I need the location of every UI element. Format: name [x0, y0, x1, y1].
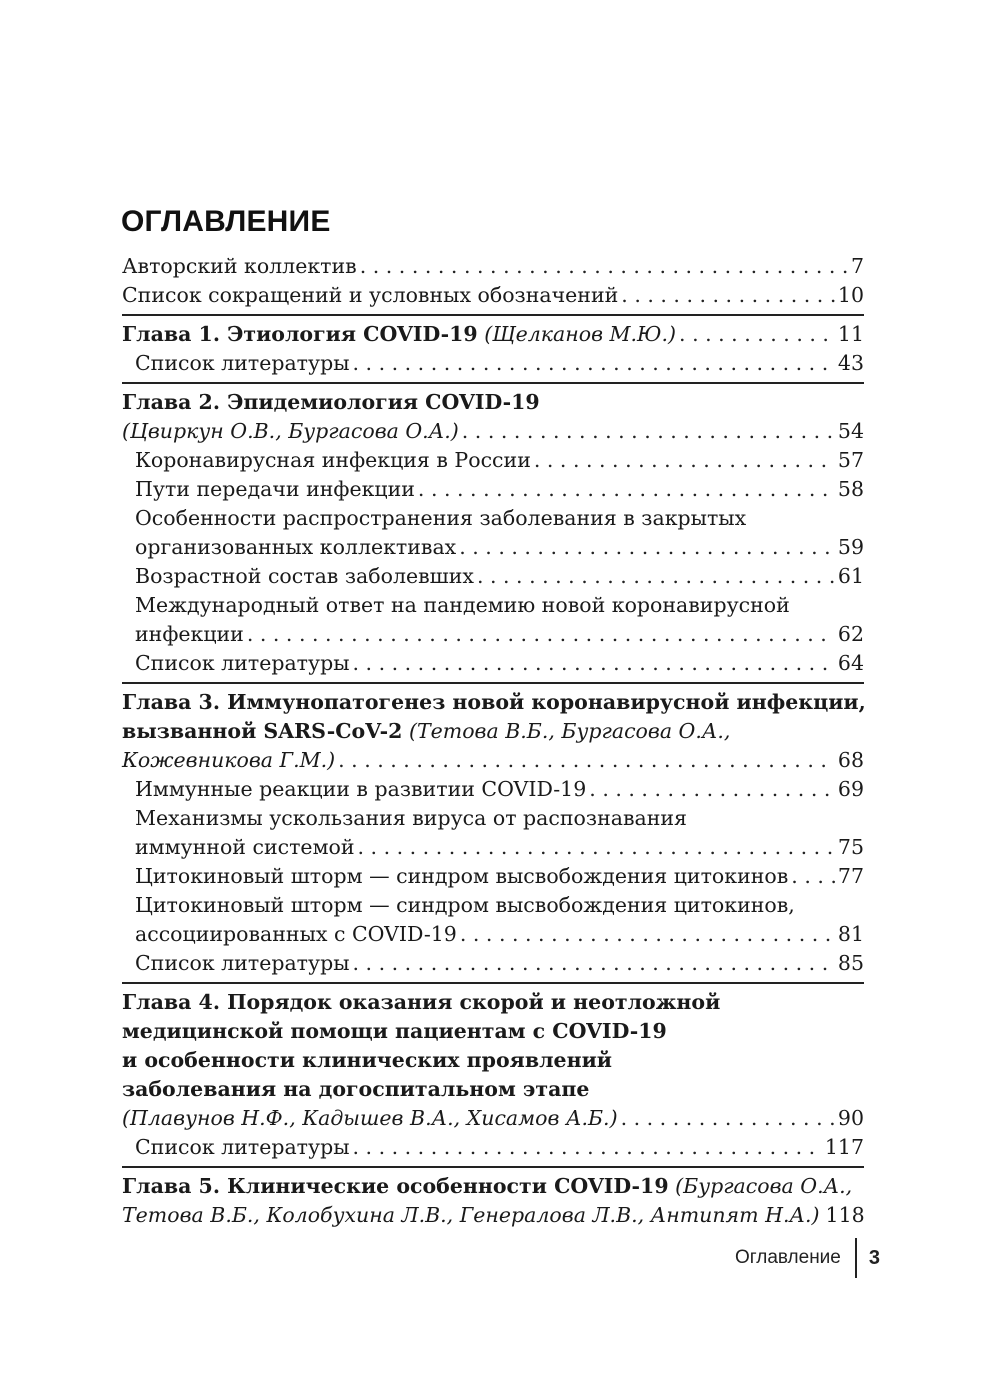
chapter-authors: (Цвиркун О.В., Бургасова О.А.)	[122, 419, 459, 443]
toc-section[interactable]	[135, 862, 864, 891]
chapter-title: Глава 4. Порядок оказания скорой и неотложной	[122, 990, 721, 1014]
footer-section-title: Оглавление	[734, 1247, 841, 1268]
toc-entry-label: Пути передачи инфекции	[135, 477, 415, 501]
toc-entry-label: Международный ответ на пандемию новой коронавирусной	[135, 593, 790, 617]
toc-chapter-5[interactable]	[122, 1166, 864, 1230]
chapter-authors-cont: Кожевникова Г.М.)	[122, 748, 336, 772]
toc-section[interactable]	[135, 649, 864, 678]
toc-section-ch1-refs[interactable]	[135, 349, 864, 378]
chapter-title-cont: заболевания на догоспитальном этапе	[122, 1077, 590, 1101]
leader-dots	[460, 920, 835, 949]
toc-entry-label: Возрастной состав заболевших	[135, 564, 474, 588]
toc-chapter-2[interactable]	[122, 382, 864, 446]
chapter-title: Глава 5. Клинические особенности COVID-19	[122, 1174, 669, 1198]
chapter-title-cont: вызванной SARS-CoV-2	[122, 719, 403, 743]
toc-page-number: 54	[837, 419, 864, 443]
toc-entry-label: Цитокиновый шторм — синдром высвобождения цитокинов,	[135, 893, 795, 917]
chapter-title-cont: и особенности клинических проявлений	[122, 1048, 612, 1072]
page-title: ОГЛАВЛЕНИЕ	[121, 205, 331, 238]
leader-dots	[534, 446, 835, 475]
toc-entry-label-cont: организованных коллективах	[135, 535, 457, 559]
chapter-title: Глава 1. Этиология COVID-19	[122, 322, 478, 346]
toc-entry-abbreviations[interactable]	[122, 281, 864, 310]
toc-page-number: 117	[824, 1135, 864, 1159]
toc-section[interactable]	[135, 504, 864, 562]
leader-dots	[462, 417, 835, 446]
toc-entry-label-cont: инфекции	[135, 622, 244, 646]
toc-section[interactable]	[135, 475, 864, 504]
toc-page-number: 85	[837, 951, 864, 975]
table-of-contents	[122, 252, 864, 1230]
leader-dots	[247, 620, 835, 649]
leader-dots	[791, 862, 835, 891]
toc-page-number: 77	[837, 864, 864, 888]
toc-page-number: 68	[837, 748, 864, 772]
leader-dots	[353, 949, 835, 978]
leader-dots	[360, 252, 848, 281]
toc-page-number: 59	[837, 535, 864, 559]
chapter-authors: (Плавунов Н.Ф., Кадышев В.А., Хисамов А.Б.)	[122, 1106, 618, 1130]
toc-page-number: 11	[837, 322, 864, 346]
leader-dots	[418, 475, 835, 504]
toc-page-number: 58	[837, 477, 864, 501]
chapter-title-cont: медицинской помощи пациентам с COVID-19	[122, 1019, 667, 1043]
toc-page-number: 62	[837, 622, 864, 646]
chapter-authors: (Бургасова О.А.,	[675, 1174, 853, 1198]
toc-chapter-4[interactable]	[122, 982, 864, 1133]
toc-page-number: 75	[837, 835, 864, 859]
chapter-title: Глава 2. Эпидемиология COVID-19	[122, 390, 540, 414]
toc-chapter-3[interactable]	[122, 682, 864, 775]
leader-dots	[338, 746, 835, 775]
footer-page-number: 3	[868, 1246, 880, 1269]
toc-section[interactable]	[135, 446, 864, 475]
toc-entry-authors[interactable]	[122, 252, 864, 281]
chapter-authors-cont: Тетова В.Б., Колобухина Л.В., Генералова Л.В., Антипят Н.А.)	[122, 1203, 820, 1227]
toc-section[interactable]	[135, 891, 864, 949]
toc-entry-label: Коронавирусная инфекция в России	[135, 448, 531, 472]
toc-section[interactable]	[135, 562, 864, 591]
toc-entry-label: Цитокиновый шторм — синдром высвобождения цитокинов	[135, 864, 789, 888]
toc-page-number: 61	[837, 564, 864, 588]
toc-entry-label: Особенности распространения заболевания в закрытых	[135, 506, 747, 530]
toc-page-number: 43	[837, 351, 864, 375]
leader-dots	[477, 562, 835, 591]
toc-page-number: 69	[837, 777, 864, 801]
leader-dots	[353, 649, 835, 678]
leader-dots	[621, 1104, 835, 1133]
footer-divider	[855, 1238, 857, 1278]
toc-section-ch4-refs[interactable]	[135, 1133, 864, 1162]
toc-page-number: 64	[837, 651, 864, 675]
toc-section[interactable]	[135, 949, 864, 978]
toc-entry-label: Список сокращений и условных обозначений	[122, 283, 619, 307]
toc-entry-label: Список литературы	[135, 1135, 350, 1159]
leader-dots	[459, 533, 835, 562]
toc-page-number: 57	[837, 448, 864, 472]
leader-dots	[589, 775, 835, 804]
toc-entry-label-cont: иммунной системой	[135, 835, 355, 859]
toc-section[interactable]	[135, 804, 864, 862]
leader-dots	[353, 1133, 822, 1162]
toc-page-number: 10	[837, 283, 864, 307]
toc-entry-label: Иммунные реакции в развитии COVID-19	[135, 777, 587, 801]
toc-entry-label-cont: ассоциированных с COVID-19	[135, 922, 457, 946]
toc-page-number: 81	[837, 922, 864, 946]
toc-entry-label: Список литературы	[135, 951, 350, 975]
toc-entry-label: Список литературы	[135, 651, 350, 675]
toc-page-number: 118	[825, 1203, 865, 1227]
toc-page-number: 90	[837, 1106, 864, 1130]
running-footer	[735, 1238, 880, 1278]
toc-page-number: 7	[850, 254, 864, 278]
toc-section[interactable]	[135, 775, 864, 804]
leader-dots	[621, 281, 835, 310]
chapter-authors: (Щелканов М.Ю.)	[484, 322, 677, 346]
chapter-title: Глава 3. Иммунопатогенез новой коронавирусной инфекции,	[122, 690, 866, 714]
toc-entry-label: Список литературы	[135, 351, 350, 375]
toc-entry-label: Механизмы ускользания вируса от распознавания	[135, 806, 687, 830]
leader-dots	[358, 833, 835, 862]
toc-chapter-1[interactable]	[122, 314, 864, 349]
chapter-authors: (Тетова В.Б., Бургасова О.А.,	[408, 719, 731, 743]
leader-dots	[679, 320, 835, 349]
toc-section[interactable]	[135, 591, 864, 649]
leader-dots	[353, 349, 835, 378]
toc-entry-label: Авторский коллектив	[122, 254, 357, 278]
